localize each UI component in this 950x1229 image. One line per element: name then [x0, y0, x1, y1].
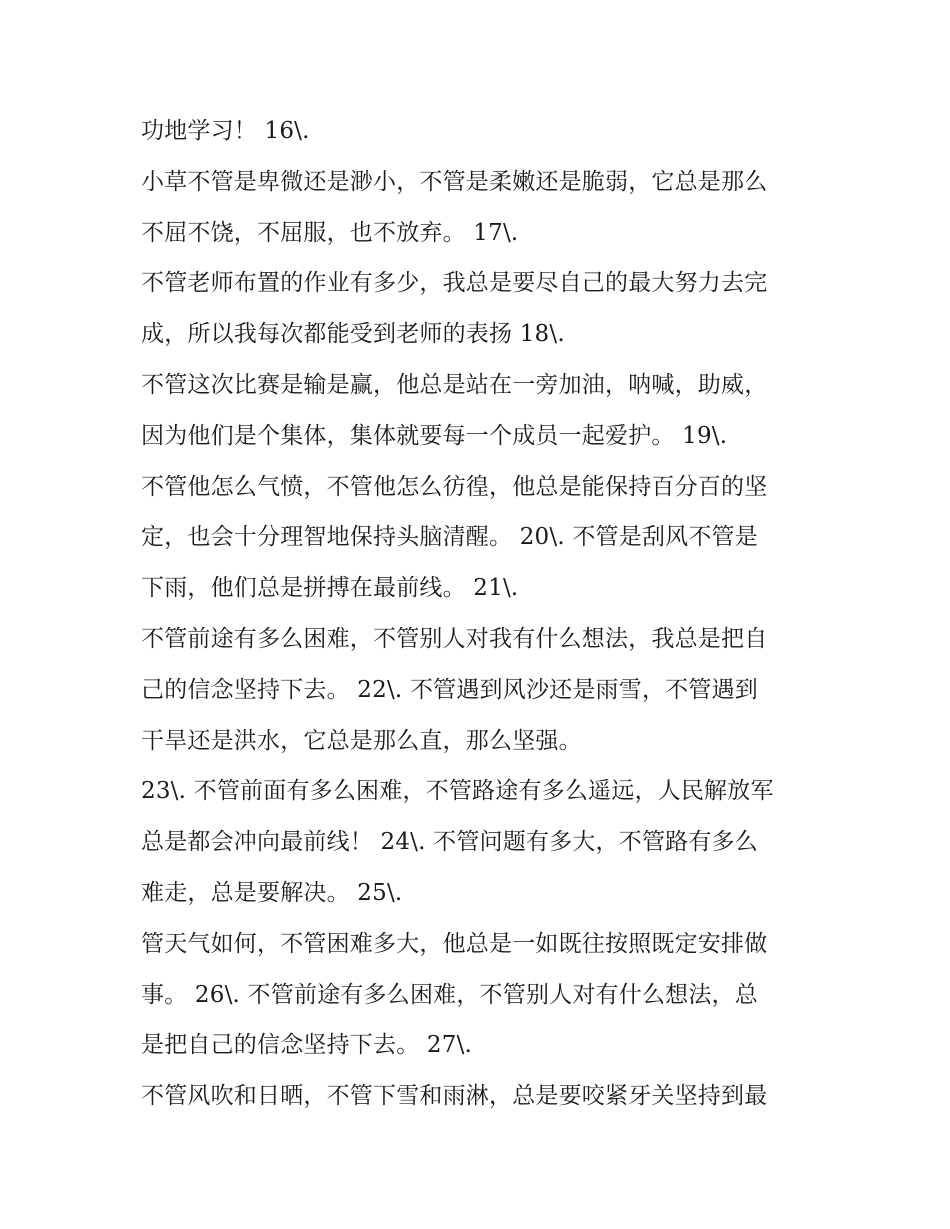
text-line: 不管他怎么气愤，不管他怎么彷徨，他总是能保持百分百的坚 [141, 473, 768, 500]
text-line: 事。 26\. 不管前途有多么困难，不管别人对有什么想法，总 [141, 981, 758, 1008]
text-line: 小草不管是卑微还是渺小，不管是柔嫩还是脆弱，它总是那么 [141, 168, 768, 195]
text-line: 定，也会十分理智地保持头脑清醒。 20\. 不管是刮风不管是 [141, 524, 758, 551]
text-line: 下雨，他们总是拼搏在最前线。 21\. [141, 575, 519, 602]
text-line: 不管风吹和日晒，不管下雪和雨淋，总是要咬紧牙关坚持到最 [141, 1083, 768, 1110]
text-line: 管天气如何，不管困难多大，他总是一如既往按照既定安排做 [141, 930, 768, 957]
text-line: 23\. 不管前面有多么困难，不管路途有多么遥远，人民解放军 [141, 778, 774, 805]
text-line: 是把自己的信念坚持下去。 27\. [141, 1032, 473, 1059]
text-line: 不管这次比赛是输是赢，他总是站在一旁加油，呐喊，助威， [141, 371, 768, 398]
text-line: 不管前途有多么困难，不管别人对我有什么想法，我总是把自 [141, 625, 768, 652]
text-line: 己的信念坚持下去。 22\. 不管遇到风沙还是雨雪，不管遇到 [141, 676, 758, 703]
text-line: 不管老师布置的作业有多少，我总是要尽自己的最大努力去完 [141, 270, 768, 297]
text-line: 功地学习！ 16\. [141, 118, 310, 144]
text-line: 不屈不饶，不屈服，也不放弃。 17\. [141, 219, 519, 246]
text-line: 难走，总是要解决。 25\. [141, 879, 403, 906]
text-line: 总是都会冲向最前线！ 24\. 不管问题有多大，不管路有多么 [141, 829, 758, 856]
text-line: 干旱还是洪水，它总是那么直，那么坚强。 [141, 727, 582, 754]
body-text [141, 106, 821, 1122]
text-line: 成，所以我每次都能受到老师的表扬 18\. [141, 321, 565, 348]
text-line: 因为他们是个集体，集体就要每一个成员一起爱护。 19\. [141, 422, 728, 449]
